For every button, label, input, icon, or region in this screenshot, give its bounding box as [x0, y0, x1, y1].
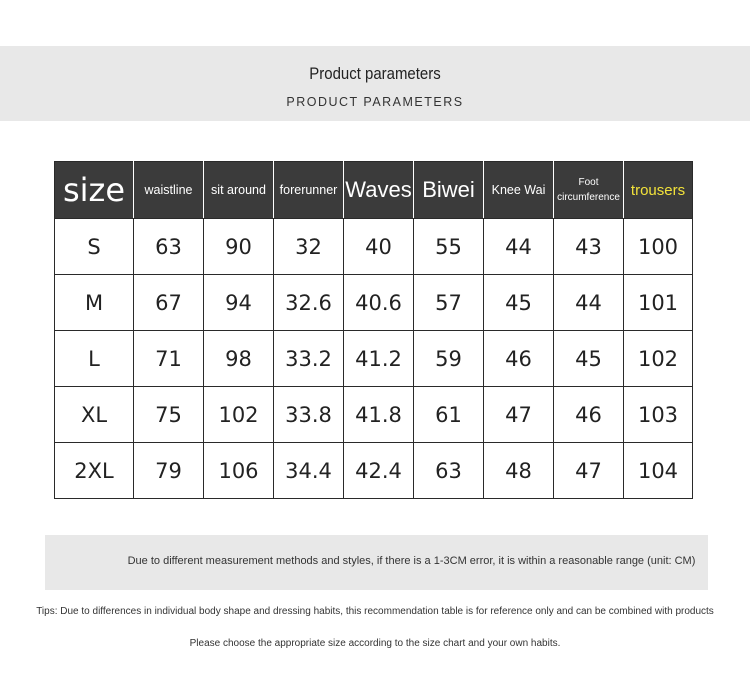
table-row: [55, 387, 693, 443]
table-cell: 47: [484, 387, 554, 443]
page-subtitle: PRODUCT PARAMETERS: [286, 95, 464, 109]
table-cell: 41.2: [344, 331, 414, 387]
table-cell: 59: [414, 331, 484, 387]
measurement-note-band: [45, 535, 708, 590]
table-row: [55, 275, 693, 331]
table-header-row: [55, 162, 693, 219]
header-sit-around: sit around: [204, 162, 274, 219]
tips-note: Tips: Due to differences in individual body shape and dressing habits, this recommendation table is for reference only and can be combined with products: [36, 606, 714, 617]
table-cell: 33.8: [274, 387, 344, 443]
table-cell: 46: [554, 387, 624, 443]
table-cell: 47: [554, 443, 624, 499]
header-band: [0, 46, 750, 121]
table-cell: 98: [204, 331, 274, 387]
table-cell: 34.4: [274, 443, 344, 499]
table-cell: 104: [624, 443, 693, 499]
size-chart-table: [54, 161, 693, 499]
measurement-note: Due to different measurement methods and styles, if there is a 1-3CM error, it is within a reasonable range (unit: CM): [127, 555, 696, 567]
table-cell: S: [55, 219, 134, 275]
table-cell: 42.4: [344, 443, 414, 499]
table-cell: 75: [134, 387, 204, 443]
header-forerunner: forerunner: [274, 162, 344, 219]
header-waves: Waves: [344, 162, 414, 219]
table-cell: 94: [204, 275, 274, 331]
table-cell: 43: [554, 219, 624, 275]
table-cell: 71: [134, 331, 204, 387]
table-cell: 100: [624, 219, 693, 275]
table-row: [55, 219, 693, 275]
table-row: [55, 331, 693, 387]
table-cell: 106: [204, 443, 274, 499]
table-cell: 40: [344, 219, 414, 275]
table-cell: XL: [55, 387, 134, 443]
table-cell: 57: [414, 275, 484, 331]
table-cell: 40.6: [344, 275, 414, 331]
header-size: size: [55, 162, 134, 219]
table-cell: 102: [204, 387, 274, 443]
table-cell: 45: [554, 331, 624, 387]
table-cell: 79: [134, 443, 204, 499]
table-row: [55, 443, 693, 499]
table-cell: 102: [624, 331, 693, 387]
table-cell: 44: [484, 219, 554, 275]
table-cell: 46: [484, 331, 554, 387]
table-cell: 33.2: [274, 331, 344, 387]
table-cell: 55: [414, 219, 484, 275]
table-cell: 103: [624, 387, 693, 443]
table-cell: 48: [484, 443, 554, 499]
choose-size-note: Please choose the appropriate size according to the size chart and your own habits.: [189, 638, 561, 649]
table-cell: 41.8: [344, 387, 414, 443]
table-cell: 63: [414, 443, 484, 499]
table-cell: 32.6: [274, 275, 344, 331]
table-cell: 63: [134, 219, 204, 275]
table-cell: 61: [414, 387, 484, 443]
table-cell: M: [55, 275, 134, 331]
header-knee-wai: Knee Wai: [484, 162, 554, 219]
header-biwei: Biwei: [414, 162, 484, 219]
page-title: Product parameters: [309, 64, 441, 83]
header-trousers: trousers: [624, 162, 693, 219]
table-cell: 90: [204, 219, 274, 275]
table-cell: 101: [624, 275, 693, 331]
table-cell: L: [55, 331, 134, 387]
table-cell: 2XL: [55, 443, 134, 499]
table-cell: 45: [484, 275, 554, 331]
header-foot-circumference: Foot circumference: [554, 162, 624, 219]
table-cell: 32: [274, 219, 344, 275]
header-waistline: waistline: [134, 162, 204, 219]
table-cell: 44: [554, 275, 624, 331]
table-cell: 67: [134, 275, 204, 331]
